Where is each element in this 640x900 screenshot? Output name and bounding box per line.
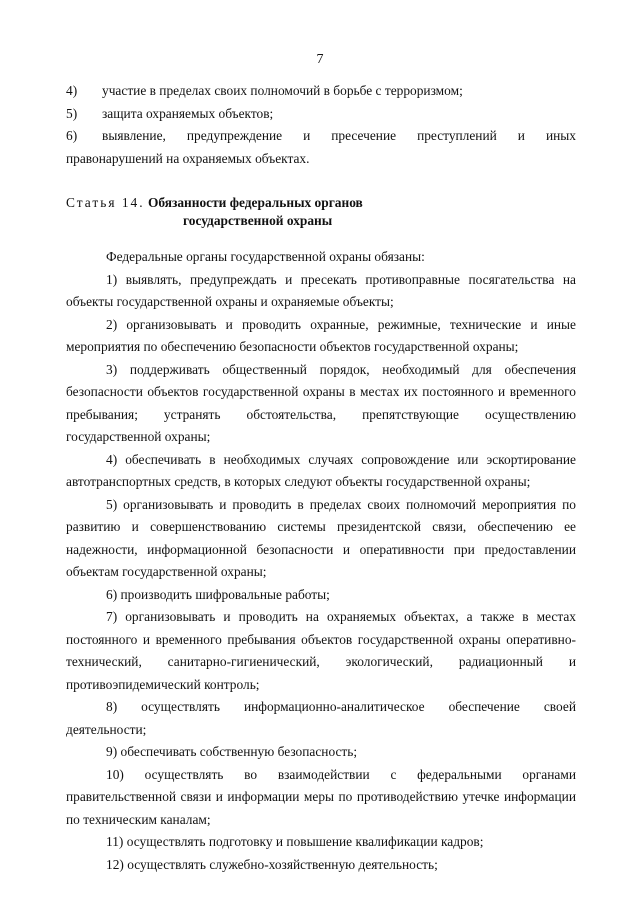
list-item	[66, 125, 576, 148]
article-title-continuation: государственной охраны	[183, 213, 333, 228]
duty-item: 7) организовывать и проводить на охраняемых объектах, а также в местах постоянного и временного пребывания объектов государственной охраны оперативно-технический, санитарно-гигиенический, экологический, радиационный и противоэпидемический контроль;	[66, 609, 576, 692]
item-number: 4)	[66, 83, 78, 98]
duty-item: 10) осуществлять во взаимодействии с федеральными органами правительственной связи и информации меры по противодействию утечке информации по техническим каналам;	[66, 766, 576, 827]
article-label: Статья 14.	[66, 195, 145, 210]
item-number: 6)	[66, 128, 78, 143]
duty-item: 12) осуществлять служебно-хозяйственную деятельность;	[106, 856, 438, 872]
intro-paragraph: Федеральные органы государственной охраны обязаны:	[106, 249, 425, 264]
duty-item: 6) производить шифровальные работы;	[106, 586, 330, 602]
duty-item: 9) обеспечивать собственную безопасность;	[106, 744, 358, 759]
item-number: 5)	[66, 105, 78, 121]
duty-item: 8) осуществлять информационно-аналитическое обеспечение своей деятельности;	[66, 699, 576, 737]
duty-item: 2) организовывать и проводить охранные, режимные, технические и иные мероприятия по обеспечению безопасности объектов государственной охраны;	[66, 316, 576, 354]
page-number: 7	[316, 52, 324, 67]
item-text: выявление, предупреждение и пресечение преступлений и иных	[102, 128, 576, 143]
duty-item: 1) выявлять, предупреждать и пресекать противоправные посягательства на объекты государственной охраны и охраняемые объекты;	[66, 271, 576, 309]
list-item	[66, 80, 576, 103]
duty-item: 11) осуществлять подготовку и повышение квалификации кадров;	[106, 834, 484, 849]
page-content	[66, 80, 576, 876]
duty-item: 5) организовывать и проводить в пределах своих полномочий мероприятия по развитию и совершенствованию системы президентской связи, обеспечению ее надежности, информационной безопасности и оперативности при предоставлении объектам государственной охраны;	[66, 496, 576, 579]
list-item	[66, 103, 576, 126]
item-text-continuation: правонарушений на охраняемых объектах.	[66, 150, 310, 166]
duty-item: 4) обеспечивать в необходимых случаях сопровождение или эскортирование автотранспортных средств, в которых следуют объекты государственной охраны;	[66, 451, 576, 489]
article-heading	[66, 194, 576, 230]
duty-item: 3) поддерживать общественный порядок, необходимый для обеспечения безопасности объектов государственной охраны в местах их постоянного и временного пребывания; устранять обстоятельства, препятствующие осуществлению государственной охраны;	[66, 361, 576, 444]
item-text: защита охраняемых объектов;	[102, 105, 274, 121]
article-title: Обязанности федеральных органов	[147, 195, 363, 210]
item-text: участие в пределах своих полномочий в борьбе с терроризмом;	[102, 83, 463, 98]
